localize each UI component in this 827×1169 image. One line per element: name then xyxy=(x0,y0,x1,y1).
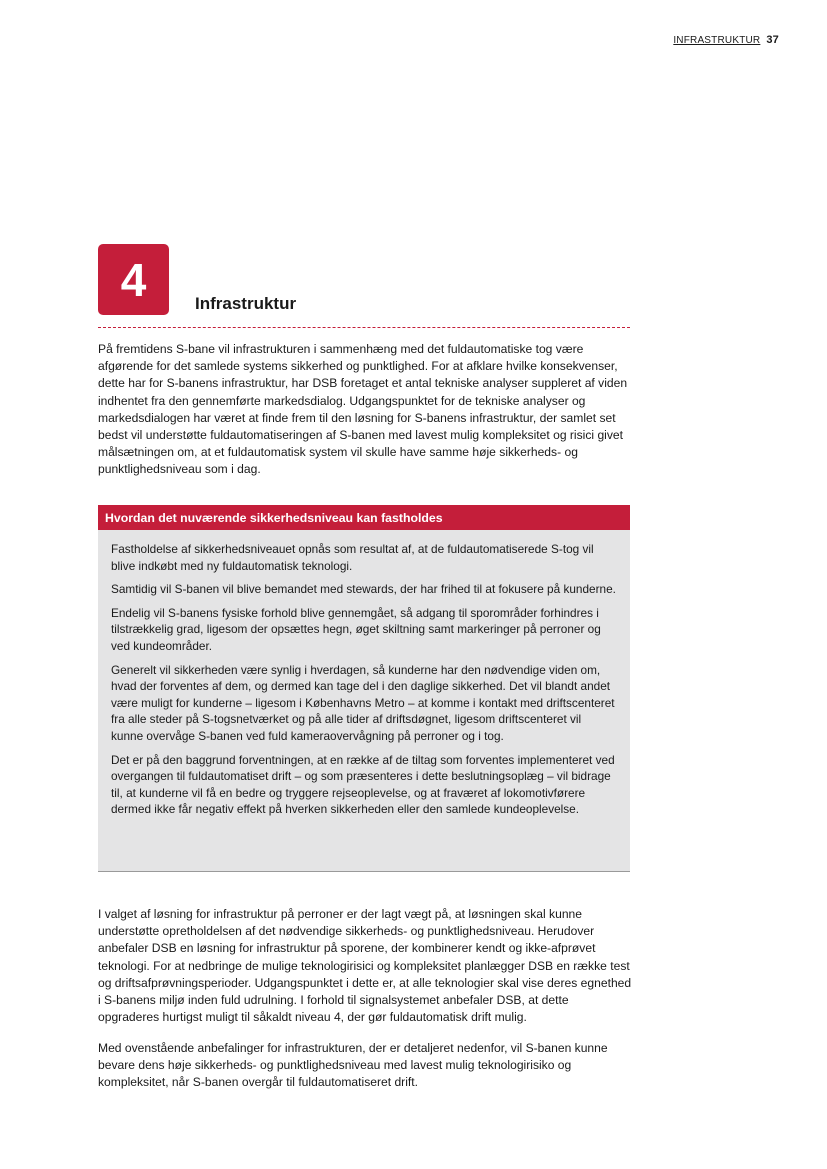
running-header xyxy=(673,34,779,46)
info-box-paragraph: Det er på den baggrund forventningen, at en række af de tiltag som forventes implementeret ved overgangen til fuldautomatiset drift – og som præsenteres i dette beslutningsoplæg – vil bidrage til, at kunderne vil få en bedre og tryggere rejseoplevelse, og at fraværet af lokomotivførere dermed ikke får negativ effekt på hverken sikkerheden eller den samlede kundeoplevelse. xyxy=(111,752,615,817)
body-paragraph-3: Med ovenstående anbefalinger for infrastrukturen, der er detaljeret nedenfor, vil S-banen kunne bevare dens høje sikkerheds- og punktlighedsniveau med lavest mulig teknologirisiko og kompleksitet, når S-banen overgår til fuldautomatiseret drift. xyxy=(98,1041,608,1090)
body-paragraph-2: I valget af løsning for infrastruktur på perroner er der lagt vægt på, at løsningen skal kunne understøtte opretholdelsen af det nødvendige sikkerheds- og punktlighedsniveau. Herudover anbefaler DSB en løsning for infrastruktur på sporene, der kombinerer kendt og ikke-afprøvet teknologi. For at nedbringe de mulige teknologirisici og kompleksitet planlægger DSB en række test og driftsafprøvningsperioder. Udgangspunktet i dette er, at alle teknologier skal vise deres egnethed i S-banens miljø inden fuld udrulning. I forhold til signalsystemet anbefaler DSB, at dette opgraderes hurtigst muligt til såkaldt niveau 4, der gør fuldautomatisk drift mulig. xyxy=(98,907,632,1025)
info-box xyxy=(98,505,630,872)
info-box-body xyxy=(98,530,630,818)
intro-paragraph: På fremtidens S-bane vil infrastrukturen i sammenhæng med det fuldautomatiske tog være afgørende for det samlede systems sikkerhed og punktlighed. For at afklare hvilke konsekvenser, dette har for S-banens infrastruktur, har DSB foretaget et antal tekniske analyser suppleret af viden indhentet fra den gennemførte markedsdialog. Udgangspunktet for de tekniske analyser og markedsdialogen har været at finde frem til den løsning for S-banens infrastruktur, der samlet set bedst vil understøtte fuldautomatiseringen af S-banen med lavest mulig kompleksitet og risici givet målsætningen om, at et fuldautomatisk system vil skulle have samme høje sikkerheds- og punktlighedsniveau som i dag. xyxy=(98,342,628,477)
chapter-title: Infrastruktur xyxy=(195,294,297,313)
page-number: 37 xyxy=(766,34,779,46)
info-box-title: Hvordan det nuværende sikkerhedsniveau kan fastholdes xyxy=(98,505,630,530)
info-box-paragraph: Samtidig vil S-banen vil blive bemandet med stewards, der har frihed til at fokusere på kunderne. xyxy=(111,582,616,597)
info-box-paragraph: Endelig vil S-banens fysiske forhold blive gennemgået, så adgang til sporområder forhindres i tilstrækkelig grad, ligesom der opsættes hegn, øget skiltning samt markeringer på perroner og ved kundeområder. xyxy=(111,605,601,653)
info-box-paragraph: Fastholdelse af sikkerhedsniveauet opnås som resultat af, at de fuldautomatiserede S-tog vil blive indkøbt med ny fuldautomatisk teknologi. xyxy=(111,542,594,573)
info-box-paragraph: Generelt vil sikkerheden være synlig i hverdagen, så kunderne har den nødvendige viden om, hvad der forventes af dem, og dermed kan tage del i den daglige sikkerhed. Det vil blandt andet være muligt for kunderne – ligesom i Københavns Metro – at komme i kontakt med driftscenteret fra alle steder på S-togsnetværket og på alle tider af driftsdøgnet, ligesom driftscenteret vil kunne overvåge S-banen ved fuld kameraovervågning på perroner og i tog. xyxy=(111,662,615,743)
dotted-divider xyxy=(98,327,630,328)
running-header-section[interactable]: INFRASTRUKTUR xyxy=(673,35,761,46)
chapter-number-badge: 4 xyxy=(98,244,169,315)
